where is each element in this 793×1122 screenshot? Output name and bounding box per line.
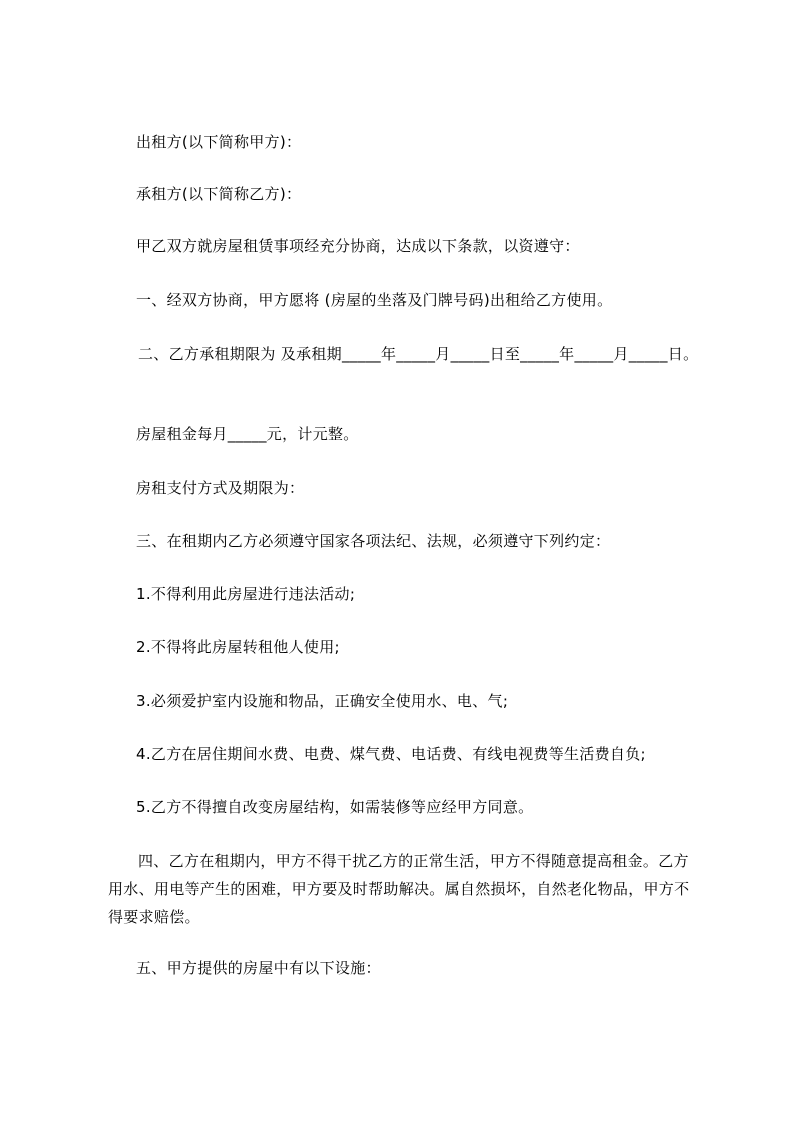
paragraph-intro: 甲乙双方就房屋租赁事项经充分协商，达成以下条款，以资遵守：: [136, 237, 580, 255]
paragraph-clause-3: 三、在租期内乙方必须遵守国家各项法纪、法规，必须遵守下列约定：: [136, 532, 611, 550]
paragraph-clause-4: 四、乙方在租期内，甲方不得干扰乙方的正常生活，甲方不得随意提高租金。乙方用水、用电等产生的困难，甲方要及时帮助解决。属自然损坏，自然老化物品，甲方不得要求赔偿。: [108, 852, 690, 926]
list-item-3: 3.必须爱护室内设施和物品，正确安全使用水、电、气;: [136, 692, 509, 710]
paragraph-clause-5: 五、甲方提供的房屋中有以下设施：: [136, 959, 381, 977]
paragraph-lessee: 承租方(以下简称乙方)：: [136, 185, 302, 203]
paragraph-lessor: 出租方(以下简称甲方)：: [136, 133, 302, 151]
paragraph-payment: 房租支付方式及期限为：: [136, 479, 305, 497]
list-item-2: 2.不得将此房屋转租他人使用;: [136, 638, 340, 656]
list-item-5: 5.乙方不得擅自改变房屋结构，如需装修等应经甲方同意。: [136, 798, 534, 816]
list-item-4: 4.乙方在居住期间水费、电费、煤气费、电话费、有线电视费等生活费自负;: [136, 745, 646, 763]
paragraph-rent: 房屋租金每月_____元，计元整。: [136, 425, 359, 443]
list-item-1: 1.不得利用此房屋进行违法活动;: [136, 585, 356, 603]
paragraph-clause-2: 二、乙方承租期限为 及承租期_____年_____月_____日至_____年_____月_____日。: [138, 345, 699, 363]
paragraph-clause-1: 一、经双方协商，甲方愿将 (房屋的坐落及门牌号码)出租给乙方使用。: [136, 291, 613, 309]
